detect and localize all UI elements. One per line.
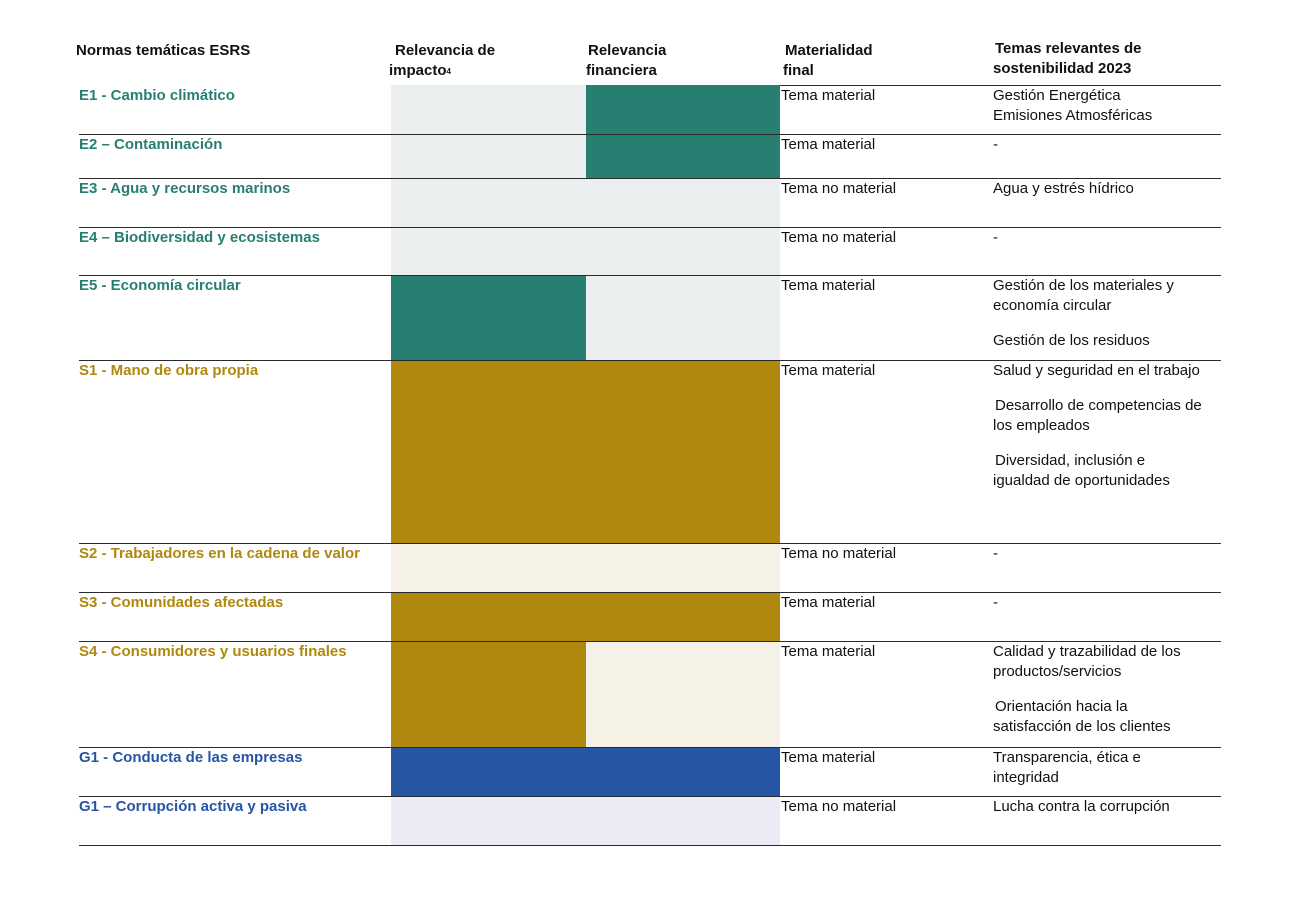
row-divider: [79, 134, 1221, 135]
topic-line: los empleados: [993, 417, 1090, 434]
topic-line: productos/servicios: [993, 663, 1122, 680]
relevant-topics: [993, 86, 1152, 126]
relevant-topics: [993, 228, 998, 248]
relevant-topics: [993, 276, 1174, 351]
topic-line: Gestión de los residuos: [993, 332, 1150, 349]
impact-relevance-cell: [391, 85, 587, 134]
topic-line: Calidad y trazabilidad de los: [993, 643, 1181, 660]
materiality-status: Tema material: [781, 87, 876, 104]
topic-line: Emisiones Atmosféricas: [993, 107, 1153, 124]
row-divider: [79, 543, 1221, 544]
header-standards: Normas temáticas ESRS: [76, 42, 251, 59]
relevant-topics: [993, 593, 998, 613]
standard-name: E1 - Cambio climático: [79, 87, 235, 104]
topic-line: Diversidad, inclusión e: [995, 452, 1146, 469]
materiality-status: Tema material: [781, 594, 876, 611]
impact-relevance-cell: [391, 360, 587, 543]
standard-name: E3 - Agua y recursos marinos: [79, 180, 291, 197]
table-bottom-rule: [79, 845, 1221, 846]
materiality-status: Tema material: [781, 643, 876, 660]
materiality-status: Tema material: [781, 136, 876, 153]
topic-line: satisfacción de los clientes: [993, 718, 1171, 735]
topic-line: Agua y estrés hídrico: [993, 180, 1134, 197]
row-divider: [79, 747, 1221, 748]
topic-item: [993, 228, 998, 248]
topic-line: Lucha contra la corrupción: [993, 798, 1170, 815]
financial-relevance-cell: [586, 641, 780, 747]
row-divider: [79, 275, 1221, 276]
standard-name: E4 – Biodiversidad y ecosistemas: [79, 229, 320, 246]
relevant-topics: [993, 642, 1181, 737]
impact-relevance-cell: [391, 796, 587, 845]
topic-item: [993, 748, 1141, 788]
row-divider: [79, 796, 1221, 797]
relevant-topics: [993, 544, 998, 564]
materiality-status: Tema no material: [781, 229, 897, 246]
header-impact-line1: Relevancia de: [395, 42, 496, 59]
topic-line: igualdad de oportunidades: [993, 472, 1170, 489]
financial-relevance-cell: [586, 178, 780, 227]
standard-name: S2 - Trabajadores en la cadena de valor: [79, 545, 360, 562]
financial-relevance-cell: [586, 85, 780, 134]
header-topics: [993, 39, 1141, 79]
topic-item: [993, 179, 1134, 199]
topic-line: Orientación hacia la: [995, 698, 1128, 715]
standard-name: S4 - Consumidores y usuarios finales: [79, 643, 347, 660]
row-divider: [79, 178, 1221, 179]
financial-relevance-cell: [586, 134, 780, 178]
topic-item: [993, 797, 1170, 817]
impact-relevance-cell: [391, 641, 587, 747]
topic-line: -: [993, 545, 998, 562]
topic-item: [993, 544, 998, 564]
relevant-topics: [993, 797, 1170, 817]
topic-item: [993, 86, 1152, 126]
relevant-topics: [993, 179, 1134, 199]
materiality-status: Tema no material: [781, 180, 897, 197]
standard-name: G1 – Corrupción activa y pasiva: [79, 798, 307, 815]
row-divider: [79, 592, 1221, 593]
standard-name: E5 - Economía circular: [79, 277, 241, 294]
financial-relevance-cell: [586, 227, 780, 275]
financial-relevance-cell: [586, 592, 780, 641]
topic-item: [993, 361, 1202, 381]
impact-relevance-cell: [391, 134, 587, 178]
impact-relevance-cell: [391, 178, 587, 227]
topic-item: [993, 396, 1202, 436]
header-financial-line2: financiera: [586, 62, 657, 79]
row-divider: [79, 227, 1221, 228]
standard-name: S3 - Comunidades afectadas: [79, 594, 284, 611]
topic-item: [993, 331, 1174, 351]
topic-line: Transparencia, ética e: [993, 749, 1141, 766]
topic-line: economía circular: [993, 297, 1112, 314]
topic-item: [993, 135, 998, 155]
header-topics-line1: Temas relevantes de: [995, 40, 1142, 57]
financial-relevance-cell: [586, 360, 780, 543]
materiality-status: Tema material: [781, 749, 876, 766]
topic-line: Gestión Energética: [993, 87, 1121, 104]
header-financial-line1: Relevancia: [588, 42, 667, 59]
impact-relevance-cell: [391, 227, 587, 275]
topic-line: -: [993, 136, 998, 153]
standard-name: S1 - Mano de obra propia: [79, 362, 259, 379]
topic-line: Gestión de los materiales y: [993, 277, 1174, 294]
topic-item: [993, 697, 1181, 737]
financial-relevance-cell: [586, 543, 780, 592]
header-final-line1: Materialidad: [785, 42, 873, 59]
header-final-line2: final: [783, 62, 814, 79]
impact-relevance-cell: [391, 543, 587, 592]
header-impact-line2: impacto: [389, 62, 447, 79]
topic-line: Desarrollo de competencias de: [995, 397, 1202, 414]
impact-relevance-cell: [391, 747, 587, 796]
impact-relevance-cell: [391, 592, 587, 641]
relevant-topics: [993, 135, 998, 155]
header-final-materiality: [783, 41, 873, 81]
topic-item: [993, 642, 1181, 682]
header-topics-line2: sostenibilidad 2023: [993, 60, 1132, 77]
relevant-topics: [993, 361, 1202, 491]
topic-line: integridad: [993, 769, 1059, 786]
materiality-status: Tema no material: [781, 798, 897, 815]
topic-item: [993, 451, 1202, 491]
topic-item: [993, 593, 998, 613]
materiality-status: Tema material: [781, 362, 876, 379]
footnote-marker: 4: [446, 67, 451, 76]
topic-line: Salud y seguridad en el trabajo: [993, 362, 1200, 379]
header-impact-relevance: [389, 41, 495, 81]
row-divider: [780, 85, 1221, 86]
row-divider: [79, 360, 1221, 361]
materiality-status: Tema no material: [781, 545, 897, 562]
financial-relevance-cell: [586, 796, 780, 845]
impact-relevance-cell: [391, 275, 587, 360]
row-divider: [79, 641, 1221, 642]
relevant-topics: [993, 748, 1141, 788]
materiality-status: Tema material: [781, 277, 876, 294]
financial-relevance-cell: [586, 275, 780, 360]
financial-relevance-cell: [586, 747, 780, 796]
standard-name: E2 – Contaminación: [79, 136, 223, 153]
topic-item: [993, 276, 1174, 316]
topic-line: -: [993, 594, 998, 611]
header-financial-relevance: [586, 41, 666, 81]
standard-name: G1 - Conducta de las empresas: [79, 749, 303, 766]
topic-line: -: [993, 229, 998, 246]
